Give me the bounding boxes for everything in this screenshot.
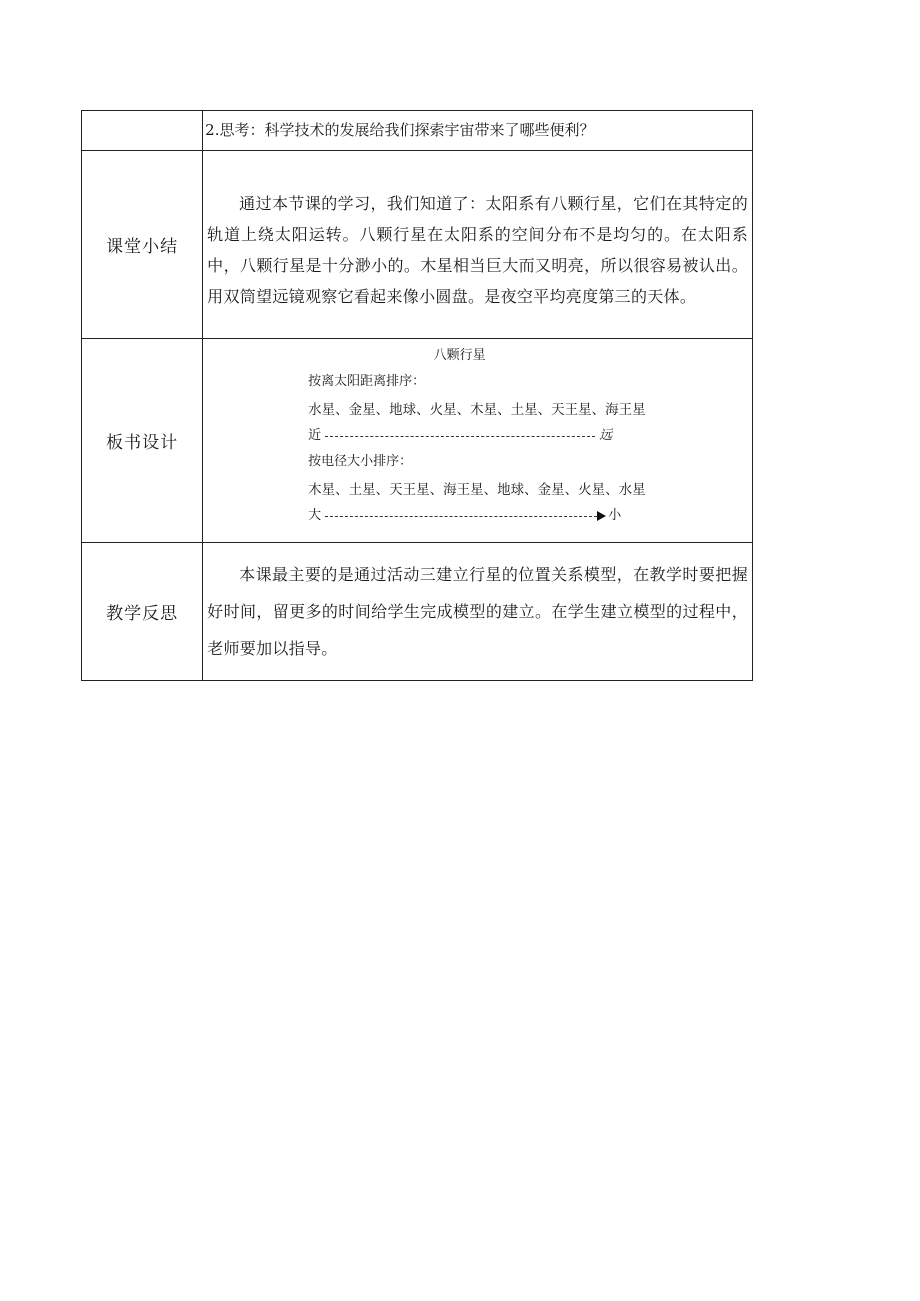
row-label-empty	[82, 111, 203, 151]
size-list: 木星、土星、天王星、海王星、地球、金星、火星、水星	[308, 482, 646, 498]
distance-far-label: 远	[599, 428, 613, 443]
table-row	[82, 543, 753, 681]
row-label-summary: 课堂小结	[82, 151, 203, 339]
lesson-plan-table	[81, 110, 753, 681]
distance-scale	[308, 427, 752, 445]
distance-near-label: 近	[308, 428, 322, 443]
arrow-right-icon	[597, 511, 606, 521]
distance-list: 水星、金星、地球、火星、木星、土星、天王星、海王星	[308, 402, 646, 418]
size-dashed-line	[325, 516, 597, 517]
distance-heading: 按离太阳距离排序：	[308, 374, 426, 389]
row-label-reflection: 教学反思	[82, 543, 203, 681]
thinking-question: 2.思考：科学技术的发展给我们探索宇宙带来了哪些便利？	[203, 111, 753, 151]
table-row	[82, 151, 753, 339]
table-row	[82, 111, 753, 151]
size-big-label: 大	[308, 508, 322, 523]
table-row	[82, 339, 753, 543]
size-scale	[308, 507, 752, 525]
row-label-board: 板书设计	[82, 339, 203, 543]
reflection-text: 本课最主要的是通过活动三建立行星的位置关系模型，在教学时要把握好时间，留更多的时间给学生完成模型的建立。在学生建立模型的过程中，老师要加以指导。	[203, 543, 753, 681]
size-small-label: 小	[608, 508, 622, 523]
distance-dashed-line	[325, 436, 595, 437]
size-heading: 按电径大小排序：	[308, 454, 413, 469]
board-design	[203, 339, 753, 543]
board-title: 八颗行星	[433, 348, 486, 363]
summary-text: 通过本节课的学习，我们知道了：太阳系有八颗行星，它们在其特定的轨道上绕太阳运转。八颗行星在太阳系的空间分布不是均匀的。在太阳系中，八颗行星是十分渺小的。木星相当巨大而又明亮，所以很容易被认出。用双筒望远镜观察它看起来像小圆盘。是夜空平均亮度第三的天体。	[203, 151, 753, 339]
